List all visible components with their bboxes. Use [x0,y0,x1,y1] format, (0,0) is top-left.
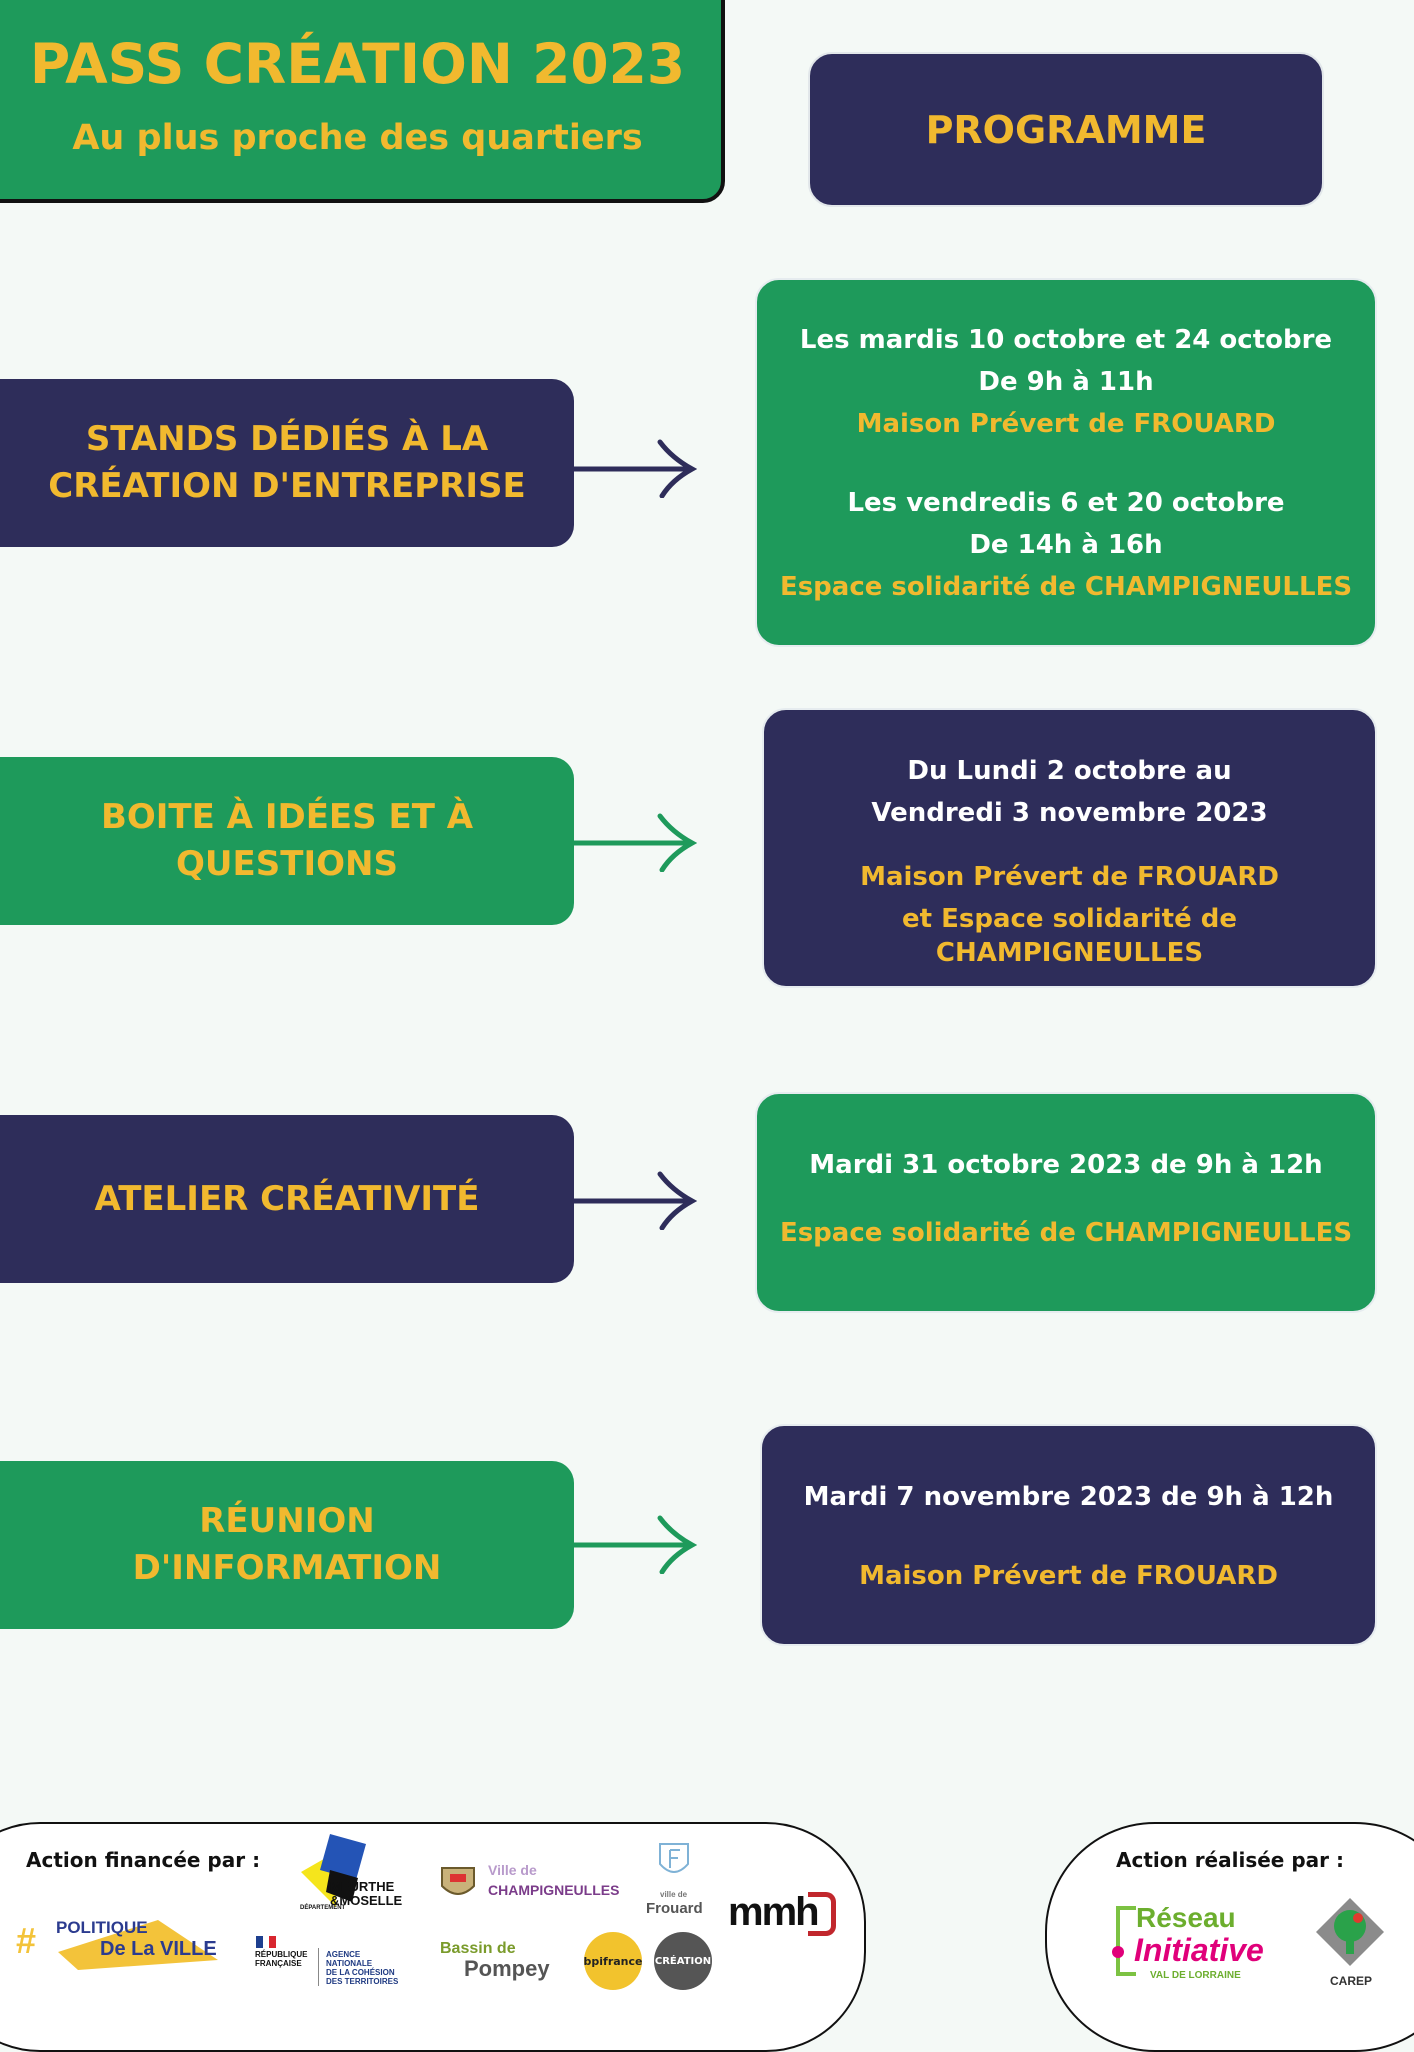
carep-logo-icon [1314,1896,1386,1972]
label-line: CRÉATION D'ENTREPRISE [48,466,526,506]
val-de-lorraine-text: VAL DE LORRAINE [1150,1970,1241,1981]
detail-line: Vendredi 3 novembre 2023 [871,798,1268,828]
label-line: QUESTIONS [176,844,398,884]
politique-text: POLITIQUE [56,1918,148,1937]
section-label-boite [0,757,574,925]
ville-de-frouard-text: ville de [660,1890,688,1899]
detail-line: et Espace solidarité de CHAMPIGNEULLES [901,904,1238,968]
detail-line: Les vendredis 6 et 20 octobre [847,488,1285,518]
pompey-text: Pompey [464,1956,550,1981]
departement-text: DÉPARTEMENT [300,1905,346,1911]
detail-line: Maison Prévert de FROUARD [859,1561,1278,1591]
label-line: D'INFORMATION [132,1548,442,1588]
page-subtitle: Au plus proche des quartiers [72,118,643,158]
initiative-text: Initiative [1134,1932,1264,1968]
detail-line: Espace solidarité de CHAMPIGNEULLES [779,1218,1353,1248]
ville-text: De La VILLE [100,1938,217,1960]
detail-line: Mardi 31 octobre 2023 de 9h à 12h [809,1150,1323,1180]
detail-line: Du Lundi 2 octobre au [907,756,1232,786]
carep-text: CAREP [1330,1974,1373,1988]
detail-line: De 9h à 11h [978,367,1154,397]
creation-logo: CRÉATION [654,1932,712,1990]
marianne-icon [256,1936,276,1948]
detail-line: Les mardis 10 octobre et 24 octobre [799,325,1333,355]
arrow-icon [572,438,697,498]
detail-line: Espace solidarité de CHAMPIGNEULLES [779,572,1353,602]
reseau-text: Réseau [1136,1902,1236,1933]
label-line: BOITE À IDÉES ET À [100,797,474,837]
detail-line: De 14h à 16h [969,530,1163,560]
bassin-text: Bassin de [440,1940,516,1957]
page-title: PASS CRÉATION 2023 [29,32,686,96]
realized-by-label: Action réalisée par : [1116,1848,1344,1872]
detail-line: Maison Prévert de FROUARD [860,862,1279,892]
arrow-icon [572,812,697,872]
details-boite [762,708,1377,988]
arrow-icon [572,1170,697,1230]
frouard-crest-icon [656,1838,692,1882]
section-label-reunion [0,1461,574,1629]
detail-line: Mardi 7 novembre 2023 de 9h à 12h [803,1482,1334,1512]
republique-text: RÉPUBLIQUE FRANÇAISE [255,1950,308,1968]
section-label-atelier [0,1115,574,1283]
header-banner [0,0,725,203]
section-label-stands [0,379,574,547]
label-line: STANDS DÉDIÉS À LA [85,419,489,459]
anct-text: AGENCE NATIONALE DE LA COHÉSION DES TERRITOIRES [326,1950,399,1986]
hashtag-icon: # [16,1920,37,1961]
detail-line: Maison Prévert de FROUARD [856,409,1276,439]
champigneulles-crest-icon [436,1860,480,1904]
label-line: ATELIER CRÉATIVITÉ [94,1178,480,1219]
ville-de-text: Ville de [488,1862,537,1878]
details-atelier [755,1092,1377,1313]
mmh-mark-icon [808,1892,836,1936]
meurthe-text: MEURTHE &MOSELLE [330,1879,403,1908]
details-reunion [760,1424,1377,1646]
divider [318,1948,319,1986]
champigneulles-text: CHAMPIGNEULLES [488,1882,620,1898]
programme-badge: PROGRAMME [808,52,1324,207]
label-line: RÉUNION [199,1501,375,1541]
mmh-logo: mmh [728,1890,818,1934]
arrow-icon [572,1514,697,1574]
frouard-text: Frouard [646,1900,703,1917]
bpifrance-logo: bpifrance [584,1932,642,1990]
details-stands [755,278,1377,647]
financed-by-label: Action financée par : [26,1848,261,1872]
